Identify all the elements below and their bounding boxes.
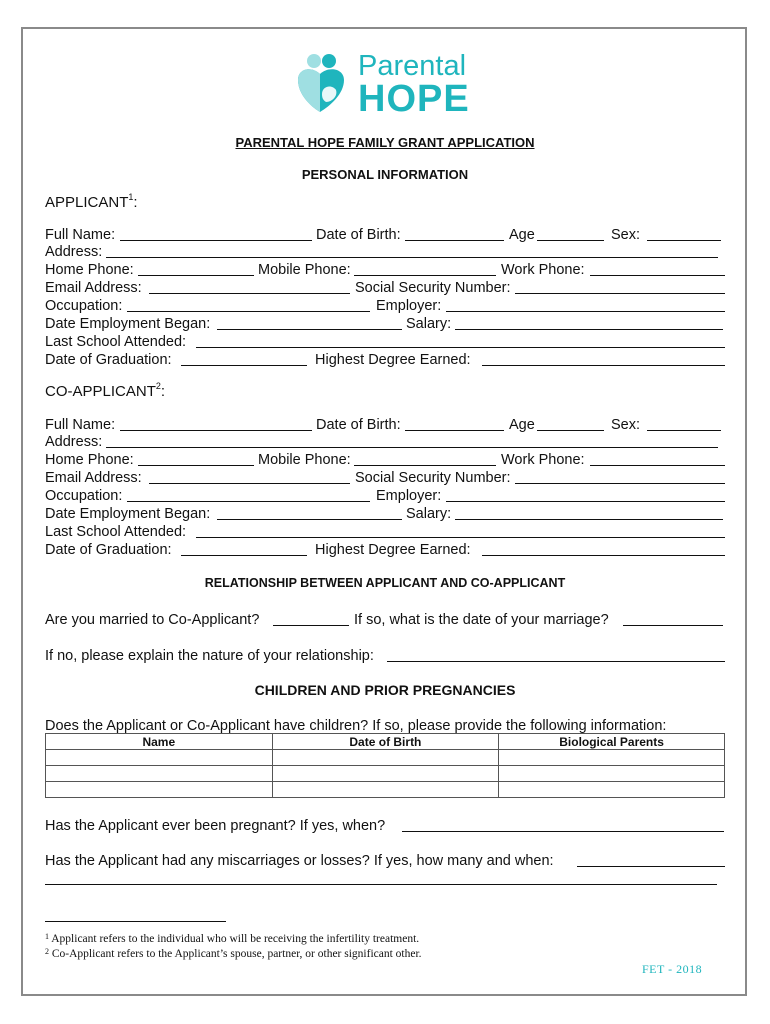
graduation-date-label: Date of Graduation: <box>45 352 172 368</box>
salary-label: Salary: <box>406 316 452 332</box>
co-address-label: Address: <box>45 434 103 450</box>
work-phone-field[interactable] <box>590 275 725 276</box>
table-cell[interactable] <box>46 750 273 766</box>
mobile-phone-label: Mobile Phone: <box>258 262 351 278</box>
miscarriage-question: Has the Applicant had any miscarriages or losses? If yes, how many and when: <box>45 853 554 869</box>
employment-began-label: Date Employment Began: <box>45 316 211 332</box>
co-applicant-heading: CO-APPLICANT$^2$: <box>45 381 166 400</box>
co-work-phone-field[interactable] <box>590 465 725 466</box>
table-row <box>46 750 725 766</box>
logo-word-hope: HOPE <box>358 78 470 120</box>
dob-label: Date of Birth: <box>316 227 401 243</box>
co-ssn-label: Social Security Number: <box>355 470 511 486</box>
co-occupation-label: Occupation: <box>45 488 123 504</box>
table-cell[interactable] <box>499 782 725 798</box>
relationship-explain-field[interactable] <box>387 661 725 662</box>
highest-degree-field[interactable] <box>482 365 725 366</box>
co-age-label: Age <box>509 417 535 433</box>
applicant-heading: APPLICANT$^1$: <box>45 192 138 211</box>
graduation-date-field[interactable] <box>181 365 307 366</box>
employer-field[interactable] <box>446 311 725 312</box>
table-header-row <box>46 734 725 750</box>
children-question: Does the Applicant or Co-Applicant have children? If so, please provide the following information: <box>45 718 667 734</box>
co-home-phone-field[interactable] <box>138 465 254 466</box>
column-header-name: Name <box>46 734 273 750</box>
employer-label: Employer: <box>376 298 442 314</box>
table-cell[interactable] <box>272 782 499 798</box>
marriage-date-question: If so, what is the date of your marriage? <box>354 612 609 628</box>
co-email-field[interactable] <box>149 483 350 484</box>
sex-field[interactable] <box>647 240 721 241</box>
column-header-dob: Date of Birth <box>272 734 499 750</box>
miscarriage-field-continued[interactable] <box>45 884 717 885</box>
ssn-label: Social Security Number: <box>355 280 511 296</box>
last-school-label: Last School Attended: <box>45 334 187 350</box>
age-field[interactable] <box>537 240 604 241</box>
co-employer-field[interactable] <box>446 501 725 502</box>
marriage-date-field[interactable] <box>623 625 723 626</box>
co-employment-began-field[interactable] <box>217 519 402 520</box>
relationship-heading: RELATIONSHIP BETWEEN APPLICANT AND CO-APPLICANT <box>204 576 566 590</box>
salary-field[interactable] <box>455 329 723 330</box>
footnote-separator <box>45 921 226 922</box>
mobile-phone-field[interactable] <box>354 275 496 276</box>
co-employment-began-label: Date Employment Began: <box>45 506 211 522</box>
family-logo-icon <box>292 50 358 116</box>
co-occupation-field[interactable] <box>127 501 370 502</box>
co-sex-label: Sex: <box>611 417 641 433</box>
co-ssn-field[interactable] <box>515 483 725 484</box>
pregnant-question: Has the Applicant ever been pregnant? If yes, when? <box>45 818 386 834</box>
co-highest-degree-label: Highest Degree Earned: <box>315 542 471 558</box>
occupation-field[interactable] <box>127 311 370 312</box>
married-question: Are you married to Co-Applicant? <box>45 612 260 628</box>
last-school-field[interactable] <box>196 347 725 348</box>
co-graduation-date-field[interactable] <box>181 555 307 556</box>
co-dob-field[interactable] <box>405 430 504 431</box>
miscarriage-field[interactable] <box>577 866 725 867</box>
age-label: Age <box>509 227 535 243</box>
co-employer-label: Employer: <box>376 488 442 504</box>
children-table <box>45 733 725 798</box>
table-row <box>46 782 725 798</box>
co-work-phone-label: Work Phone: <box>501 452 585 468</box>
co-salary-label: Salary: <box>406 506 452 522</box>
co-full-name-field[interactable] <box>120 430 312 431</box>
table-cell[interactable] <box>272 750 499 766</box>
footnote-2: $^2$ Co-Applicant refers to the Applicant’s spouse, partner, or other significant other. <box>45 947 422 960</box>
co-age-field[interactable] <box>537 430 604 431</box>
co-salary-field[interactable] <box>455 519 723 520</box>
co-full-name-label: Full Name: <box>45 417 116 433</box>
address-label: Address: <box>45 244 103 260</box>
co-last-school-field[interactable] <box>196 537 725 538</box>
highest-degree-label: Highest Degree Earned: <box>315 352 471 368</box>
full-name-label: Full Name: <box>45 227 116 243</box>
table-cell[interactable] <box>46 766 273 782</box>
form-code: FET - 2018 <box>642 962 703 976</box>
co-mobile-phone-field[interactable] <box>354 465 496 466</box>
co-address-field[interactable] <box>106 447 718 448</box>
full-name-field[interactable] <box>120 240 312 241</box>
co-last-school-label: Last School Attended: <box>45 524 187 540</box>
sex-label: Sex: <box>611 227 641 243</box>
married-field[interactable] <box>273 625 349 626</box>
address-field[interactable] <box>106 257 718 258</box>
table-cell[interactable] <box>499 766 725 782</box>
home-phone-label: Home Phone: <box>45 262 134 278</box>
section-title-personal: PERSONAL INFORMATION <box>301 167 469 182</box>
table-cell[interactable] <box>499 750 725 766</box>
home-phone-field[interactable] <box>138 275 254 276</box>
children-heading: CHILDREN AND PRIOR PREGNANCIES <box>254 682 516 698</box>
dob-field[interactable] <box>405 240 504 241</box>
footnote-1: $^1$ Applicant refers to the individual who will be receiving the infertility treatment. <box>45 932 420 945</box>
co-sex-field[interactable] <box>647 430 721 431</box>
logo-word-parental: Parental <box>358 50 467 82</box>
relationship-explain-question: If no, please explain the nature of your relationship: <box>45 648 374 664</box>
table-cell[interactable] <box>46 782 273 798</box>
table-cell[interactable] <box>272 766 499 782</box>
email-label: Email Address: <box>45 280 142 296</box>
column-header-parents: Biological Parents <box>499 734 725 750</box>
form-title: PARENTAL HOPE FAMILY GRANT APPLICATION <box>235 135 535 150</box>
co-email-label: Email Address: <box>45 470 142 486</box>
logo <box>292 50 482 120</box>
occupation-label: Occupation: <box>45 298 123 314</box>
co-graduation-date-label: Date of Graduation: <box>45 542 172 558</box>
work-phone-label: Work Phone: <box>501 262 585 278</box>
co-dob-label: Date of Birth: <box>316 417 401 433</box>
table-row <box>46 766 725 782</box>
email-field[interactable] <box>149 293 350 294</box>
employment-began-field[interactable] <box>217 329 402 330</box>
co-mobile-phone-label: Mobile Phone: <box>258 452 351 468</box>
co-home-phone-label: Home Phone: <box>45 452 134 468</box>
co-highest-degree-field[interactable] <box>482 555 725 556</box>
pregnant-field[interactable] <box>402 831 724 832</box>
ssn-field[interactable] <box>515 293 725 294</box>
